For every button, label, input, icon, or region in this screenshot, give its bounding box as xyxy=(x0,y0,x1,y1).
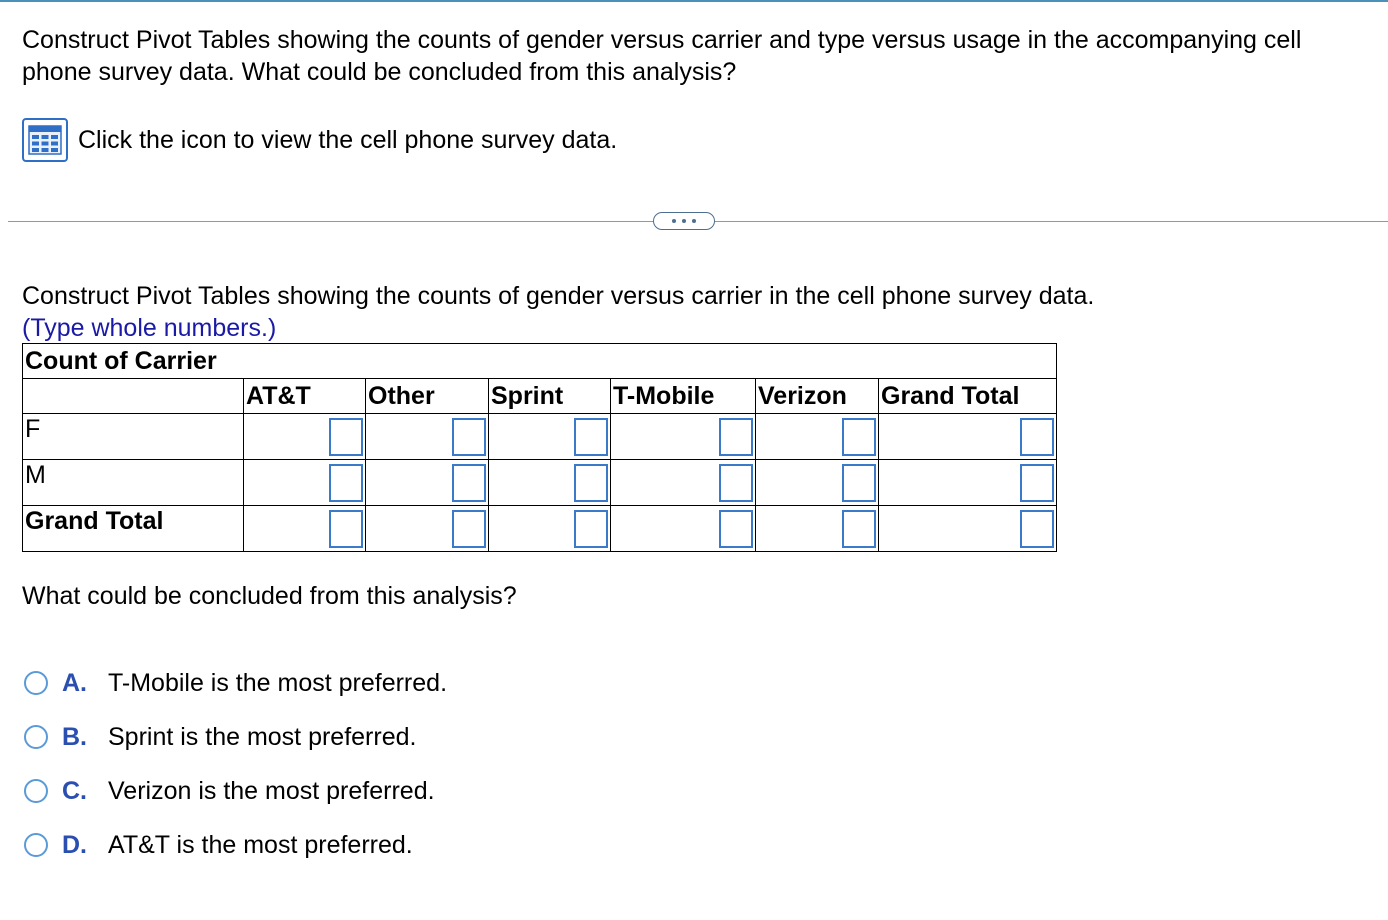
answer-input-total-att[interactable] xyxy=(329,510,363,548)
cell-f-other xyxy=(366,414,489,460)
answer-input-total-verizon[interactable] xyxy=(842,510,876,548)
option-letter-a: A. xyxy=(62,668,87,697)
answer-input-f-other[interactable] xyxy=(452,418,486,456)
answer-input-f-grand-total[interactable] xyxy=(1020,418,1054,456)
column-header-other: Other xyxy=(366,379,489,414)
column-header-sprint: Sprint xyxy=(489,379,611,414)
option-text-d[interactable]: AT&T is the most preferred. xyxy=(108,830,413,859)
view-data-link[interactable] xyxy=(22,118,617,162)
option-b[interactable] xyxy=(24,710,447,764)
column-header-verizon: Verizon xyxy=(756,379,879,414)
pivot-table xyxy=(22,343,1057,552)
answer-input-f-tmobile[interactable] xyxy=(719,418,753,456)
cell-f-att xyxy=(244,414,366,460)
cell-f-verizon xyxy=(756,414,879,460)
cell-total-att xyxy=(244,506,366,552)
part-prompt: Construct Pivot Tables showing the counts of gender versus carrier in the cell phone survey data. xyxy=(22,282,1095,310)
option-d[interactable] xyxy=(24,818,447,872)
cell-total-sprint xyxy=(489,506,611,552)
answer-input-f-verizon[interactable] xyxy=(842,418,876,456)
option-text-b[interactable]: Sprint is the most preferred. xyxy=(108,722,417,751)
answer-input-m-verizon[interactable] xyxy=(842,464,876,502)
radio-button-d[interactable] xyxy=(24,833,48,857)
top-rule xyxy=(0,0,1388,2)
column-header-att: AT&T xyxy=(244,379,366,414)
column-header-tmobile: T-Mobile xyxy=(611,379,756,414)
option-text-c[interactable]: Verizon is the most preferred. xyxy=(108,776,435,805)
table-grid-icon[interactable] xyxy=(22,118,68,162)
cell-m-att xyxy=(244,460,366,506)
cell-f-sprint xyxy=(489,414,611,460)
row-label-f: F xyxy=(23,414,244,460)
option-a[interactable] xyxy=(24,656,447,710)
answer-input-total-sprint[interactable] xyxy=(574,510,608,548)
cell-total-other xyxy=(366,506,489,552)
cell-m-grand-total xyxy=(879,460,1057,506)
option-letter-d: D. xyxy=(62,830,87,859)
answer-input-total-tmobile[interactable] xyxy=(719,510,753,548)
cell-f-tmobile xyxy=(611,414,756,460)
answer-input-m-att[interactable] xyxy=(329,464,363,502)
option-letter-b: B. xyxy=(62,722,87,751)
option-c[interactable] xyxy=(24,764,447,818)
option-letter-c: C. xyxy=(62,776,87,805)
ellipsis-dot xyxy=(682,219,686,223)
answer-input-m-grand-total[interactable] xyxy=(1020,464,1054,502)
answer-input-f-att[interactable] xyxy=(329,418,363,456)
answer-input-f-sprint[interactable] xyxy=(574,418,608,456)
cell-f-grand-total xyxy=(879,414,1057,460)
answer-input-m-tmobile[interactable] xyxy=(719,464,753,502)
cell-m-sprint xyxy=(489,460,611,506)
answer-input-m-sprint[interactable] xyxy=(574,464,608,502)
row-label-m: M xyxy=(23,460,244,506)
cell-total-verizon xyxy=(756,506,879,552)
cell-total-tmobile xyxy=(611,506,756,552)
pivot-corner-cell xyxy=(23,379,244,414)
ellipsis-icon xyxy=(672,219,676,223)
pivot-title: Count of Carrier xyxy=(23,344,1057,379)
cell-total-grand-total xyxy=(879,506,1057,552)
radio-button-b[interactable] xyxy=(24,725,48,749)
answer-input-total-other[interactable] xyxy=(452,510,486,548)
column-header-grand-total: Grand Total xyxy=(879,379,1057,414)
radio-button-a[interactable] xyxy=(24,671,48,695)
option-text-a[interactable]: T-Mobile is the most preferred. xyxy=(108,668,448,697)
expand-more-button[interactable] xyxy=(653,212,715,230)
cell-m-other xyxy=(366,460,489,506)
answer-input-total-grand-total[interactable] xyxy=(1020,510,1054,548)
input-hint: (Type whole numbers.) xyxy=(22,314,277,342)
row-label-grand-total: Grand Total xyxy=(23,506,244,552)
answer-input-m-other[interactable] xyxy=(452,464,486,502)
cell-m-verizon xyxy=(756,460,879,506)
question-text: Construct Pivot Tables showing the counts of gender versus carrier and type versus usage in the accompanying cell phone survey data. What could be concluded from this analysis? xyxy=(22,26,1302,86)
answer-options xyxy=(24,656,447,872)
view-data-label[interactable]: Click the icon to view the cell phone survey data. xyxy=(78,126,618,154)
conclusion-prompt: What could be concluded from this analysis? xyxy=(22,582,517,610)
radio-button-c[interactable] xyxy=(24,779,48,803)
ellipsis-dot xyxy=(692,219,696,223)
cell-m-tmobile xyxy=(611,460,756,506)
